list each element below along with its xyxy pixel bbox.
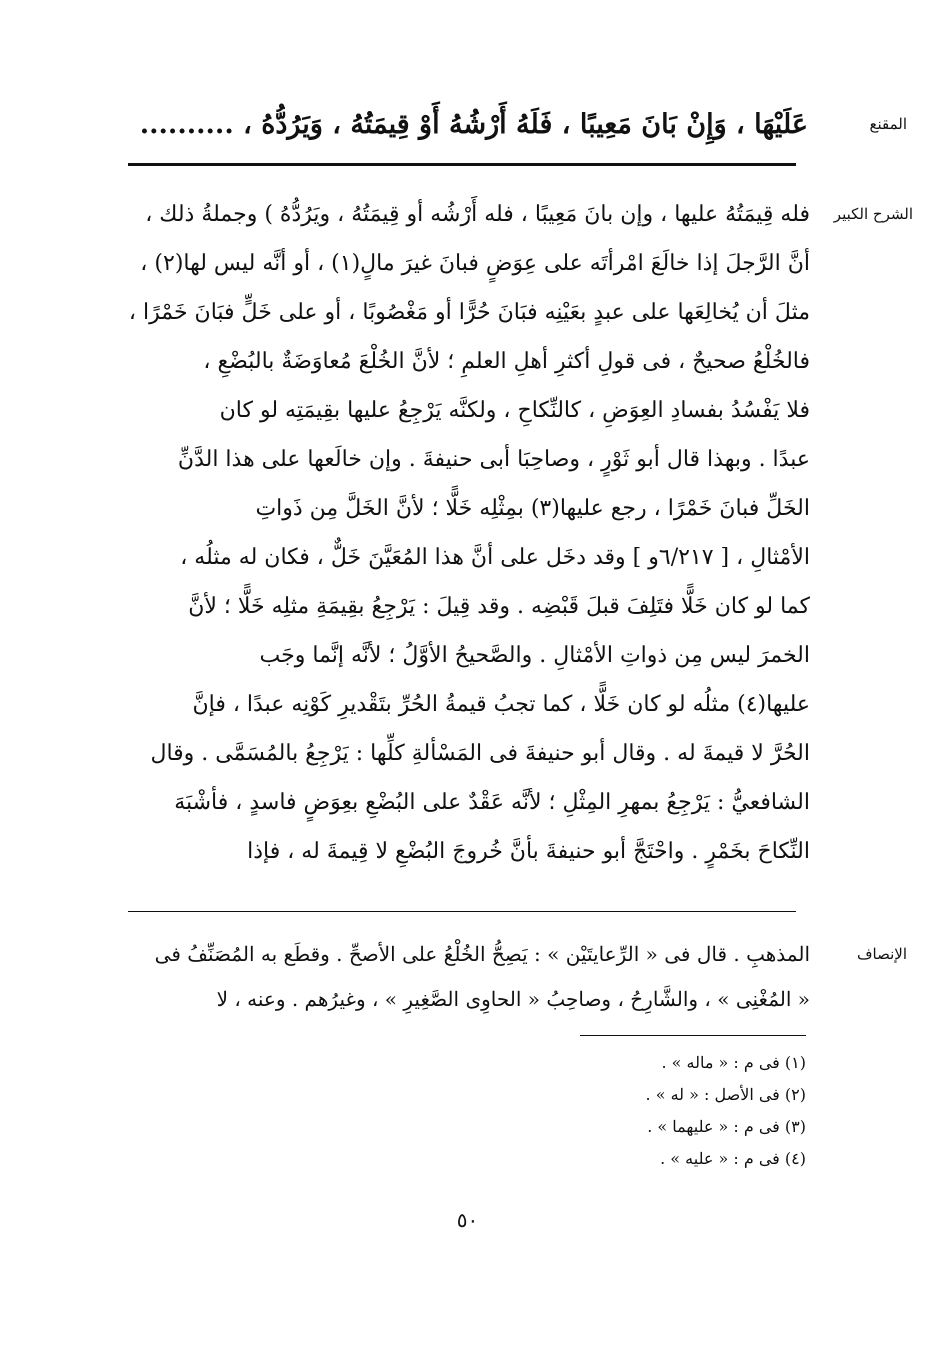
sharh-label: الشرح الكبير <box>833 205 913 223</box>
footnote-divider <box>580 1035 806 1036</box>
sharh-line: الشافعيُّ : يَرْجِعُ بمهرِ المِثْلِ ؛ لأنَّه عَقْدٌ على البُضْعِ بعِوَضٍ فاسدٍ ، فأشْبَهَ <box>174 790 810 815</box>
insaf-label: الإنصاف <box>856 945 907 963</box>
muqni-divider <box>128 163 796 166</box>
sharh-line: عليها(٤) مثلُه لو كان خَلًّا ، كما تجبُ قيمةُ الحُرِّ بتَقْديرِ كَوْنِه عبدًا ، فإنَّ <box>192 692 810 717</box>
sharh-text-block <box>118 190 810 876</box>
sharh-line: فله قِيمَتُهُ عليها ، وإن بانَ مَعِيبًا ، فله أَرْشُه أو قِيمَتُهُ ، ويَرُدُّهُ ) وجملةُ ذلك ، <box>145 202 810 227</box>
muqni-label: المقنع <box>869 115 907 133</box>
sharh-line: كما لو كان خَلًّا فتَلِفَ قبلَ قَبْضِه . وقد قِيلَ : يَرْجِعُ بقِيمَةِ مثلِه خَلًّا ؛ لأنَّ <box>188 594 810 619</box>
sharh-line: الحُرَّ لا قيمةَ له . وقال أبو حنيفةَ فى المَسْألةِ كلِّها : يَرْجِعُ بالمُسَمَّى . وقال <box>150 741 810 766</box>
muqni-text-block <box>118 100 808 150</box>
insaf-line: المذهبِ . قال فى « الرِّعايتَيْن » : يَصِحُّ الخُلْعُ على الأصحِّ . وقطَع به المُصَنِّفُ فى <box>154 942 810 966</box>
sharh-line: الخَلِّ فبانَ خَمْرًا ، رجع عليها(٣) بمِثْلِه خَلًّا ؛ لأنَّ الخَلَّ مِن ذَواتِ <box>255 496 810 521</box>
footnote: (٤) فى م : « عليه » . <box>660 1149 806 1168</box>
sharh-line: الأمْثالِ ، [ ٦/٢١٧و ] وقد دخَل على أنَّ هذا المُعَيَّنَ خَلٌّ ، فكان له مثلُه ، <box>180 545 810 570</box>
sharh-line: مثلَ أن يُخالِعَها على عبدٍ بعَيْنِه فبَانَ حُرًّا أو مَغْصُوبًا ، أو على خَلٍّ فبَانَ خَمْرًا ، <box>128 300 810 325</box>
sharh-line: فلا يَفْسُدُ بفسادِ العِوَضِ ، كالنِّكاحِ ، ولكنَّه يَرْجِعُ عليها بقِيمَتِه لو كان <box>219 398 810 423</box>
insaf-text-block <box>118 932 810 1022</box>
sharh-line: الخمرَ ليس مِن ذواتِ الأمْثالِ . والصَّحيحُ الأوَّلُ ؛ لأنَّه إنَّما وجَب <box>259 643 810 668</box>
sharh-line: عبدًا . وبهذا قال أبو ثَوْرٍ ، وصاحِبَا أبى حنيفةَ . وإن خالَعها على هذا الدَّنِّ <box>177 447 810 472</box>
footnotes-block <box>430 1047 806 1175</box>
page-number: ٥٠ <box>456 1208 479 1232</box>
sharh-line: النِّكاحَ بخَمْرٍ . واحْتَجَّ أبو حنيفةَ بأنَّ خُروجَ البُضْعِ لا قِيمةَ له ، فإذا <box>247 839 810 864</box>
sharh-line: أنَّ الرَّجلَ إذا خالَعَ امْرأتَه على عِوَضٍ فبانَ غيرَ مالٍ(١) ، أو أنَّه ليس لها(٢) ، <box>140 251 810 276</box>
insaf-line: « المُغْنِى » ، والشَّارِحُ ، وصاحِبُ « الحاوِى الصَّغِيرِ » ، وغيرُهم . وعنه ، لا <box>216 987 810 1011</box>
sharh-line: فالخُلْعُ صحيحٌ ، فى قولِ أكثرِ أهلِ العلمِ ؛ لأنَّ الخُلْعَ مُعاوَضَةٌ بالبُضْعِ ، <box>203 349 810 374</box>
footnote: (٢) فى الأصل : « له » . <box>645 1085 806 1104</box>
sharh-divider <box>128 911 796 912</box>
muqni-line: عَلَيْهَا ، وَإِنْ بَانَ مَعِيبًا ، فَلَهُ أَرْشُهُ أَوْ قِيمَتُهُ ، وَيَرُدُّهُ ، .......... <box>139 109 808 140</box>
footnote: (١) فى م : « ماله » . <box>661 1053 806 1072</box>
footnote: (٣) فى م : « عليهما » . <box>647 1117 806 1136</box>
